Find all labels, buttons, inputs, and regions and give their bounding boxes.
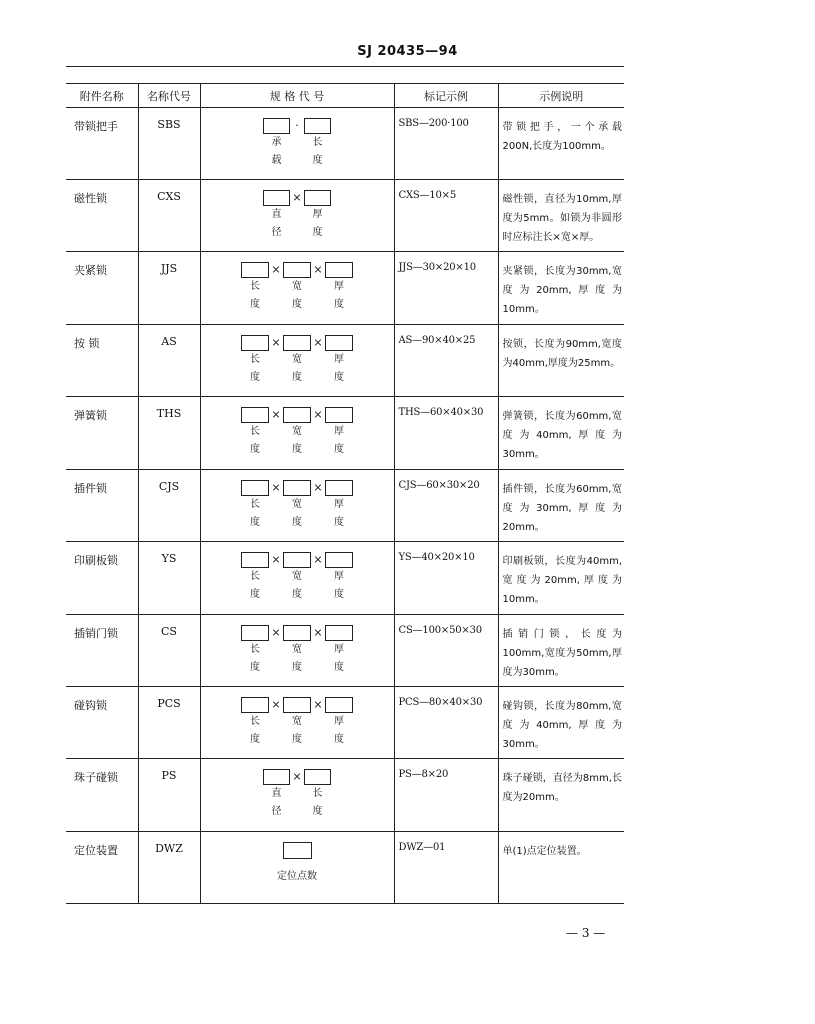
field-label: 度 <box>292 734 302 745</box>
field-label: 厚 <box>334 354 344 365</box>
field-label: 宽 <box>292 426 302 437</box>
spec-field <box>325 625 353 677</box>
field-box <box>325 407 353 423</box>
col-header-code: 名称代号 <box>138 84 200 108</box>
field-label: 度 <box>334 372 344 383</box>
accessory-code: YS <box>138 542 200 615</box>
field-separator: × <box>292 191 302 204</box>
marking-example: AS—90×40×25 <box>394 325 498 397</box>
marking-example: YS—40×20×10 <box>394 542 498 615</box>
spec-field <box>283 480 311 532</box>
spec-field <box>304 769 331 821</box>
field-label: 度 <box>334 517 344 528</box>
field-label: 度 <box>334 734 344 745</box>
field-separator: × <box>313 408 323 421</box>
example-description: 珠子碰锁，直径为8mm,长度为20mm。 <box>498 759 624 832</box>
field-separator: × <box>292 770 302 783</box>
field-label: 度 <box>250 299 260 310</box>
field-box <box>283 407 311 423</box>
field-label: 度 <box>250 372 260 383</box>
accessory-code: DWZ <box>138 832 200 904</box>
spec-code-diagram <box>200 252 394 325</box>
field-label: 度 <box>292 299 302 310</box>
field-label: 径 <box>271 227 282 238</box>
field-separator: · <box>295 119 299 132</box>
field-label: 宽 <box>292 499 302 510</box>
field-separator: × <box>271 626 281 639</box>
field-label: 度 <box>250 444 260 455</box>
marking-example: CXS—10×5 <box>394 180 498 252</box>
spec-field <box>325 480 353 532</box>
spec-code-diagram <box>200 687 394 759</box>
field-label: 厚 <box>312 209 323 220</box>
spec-field <box>201 842 394 882</box>
spec-field <box>241 262 269 314</box>
field-label: 厚 <box>334 426 344 437</box>
example-description: 碰钩锁，长度为80mm,宽度为40mm,厚度为30mm。 <box>498 687 624 759</box>
table-row <box>66 108 624 180</box>
field-box <box>283 262 311 278</box>
field-label: 宽 <box>292 716 302 727</box>
field-separator: × <box>271 481 281 494</box>
field-box <box>283 480 311 496</box>
spec-field <box>283 625 311 677</box>
field-label: 宽 <box>292 281 302 292</box>
table-row <box>66 832 624 904</box>
spec-field-group <box>201 625 394 677</box>
field-label: 度 <box>334 444 344 455</box>
accessory-code: AS <box>138 325 200 397</box>
field-label: 长 <box>312 788 323 799</box>
field-label: 定位点数 <box>277 871 317 882</box>
field-label: 度 <box>292 589 302 600</box>
accessory-spec-table <box>66 83 624 904</box>
field-separator: × <box>313 698 323 711</box>
marking-example: PS—8×20 <box>394 759 498 832</box>
accessory-code: SBS <box>138 108 200 180</box>
spec-code-diagram <box>200 470 394 542</box>
field-box <box>241 480 269 496</box>
marking-example: CS—100×50×30 <box>394 615 498 687</box>
spec-field <box>283 262 311 314</box>
col-header-spec: 规 格 代 号 <box>200 84 394 108</box>
example-description: 夹紧锁，长度为30mm,宽度为20mm,厚度为10mm。 <box>498 252 624 325</box>
spec-field <box>325 262 353 314</box>
marking-example: JJS—30×20×10 <box>394 252 498 325</box>
field-label: 度 <box>292 517 302 528</box>
field-label: 度 <box>292 444 302 455</box>
accessory-code: CS <box>138 615 200 687</box>
table-row <box>66 542 624 615</box>
spec-field <box>263 118 290 170</box>
field-box <box>325 697 353 713</box>
field-separator: × <box>271 698 281 711</box>
field-box <box>283 697 311 713</box>
field-box <box>241 625 269 641</box>
field-label: 长 <box>250 571 260 582</box>
col-header-note: 示例说明 <box>498 84 624 108</box>
field-box <box>304 769 331 785</box>
table-row <box>66 180 624 252</box>
field-box <box>241 407 269 423</box>
spec-code-diagram <box>200 397 394 470</box>
spec-field <box>304 190 331 242</box>
spec-field <box>241 407 269 459</box>
example-description: 插销门锁，长度为100mm,宽度为50mm,厚度为30mm。 <box>498 615 624 687</box>
accessory-name: 插销门锁 <box>66 615 138 687</box>
field-label: 度 <box>334 662 344 673</box>
field-box <box>325 625 353 641</box>
example-description: 按锁，长度为90mm,宽度为40mm,厚度为25mm。 <box>498 325 624 397</box>
accessory-name: 弹簧锁 <box>66 397 138 470</box>
field-box <box>325 262 353 278</box>
spec-field <box>283 552 311 604</box>
field-label: 度 <box>250 589 260 600</box>
field-separator: × <box>313 336 323 349</box>
field-label: 度 <box>250 662 260 673</box>
accessory-code: CJS <box>138 470 200 542</box>
field-separator: × <box>313 263 323 276</box>
accessory-name: 碰钩锁 <box>66 687 138 759</box>
field-label: 直 <box>271 209 282 220</box>
field-box <box>283 625 311 641</box>
field-label: 度 <box>292 372 302 383</box>
field-box <box>325 335 353 351</box>
field-box <box>263 118 290 134</box>
spec-field <box>304 118 331 170</box>
spec-field-group <box>201 335 394 387</box>
page-number: — 3 — <box>566 926 606 940</box>
field-separator: × <box>271 408 281 421</box>
header-rule <box>66 66 624 67</box>
field-box <box>263 769 290 785</box>
spec-field-group <box>201 697 394 749</box>
spec-field <box>241 335 269 387</box>
field-label: 度 <box>292 662 302 673</box>
spec-field <box>283 335 311 387</box>
marking-example: DWZ—01 <box>394 832 498 904</box>
accessory-code: JJS <box>138 252 200 325</box>
spec-field-group <box>201 262 394 314</box>
field-box <box>241 552 269 568</box>
marking-example: THS—60×40×30 <box>394 397 498 470</box>
table-header-row <box>66 84 624 108</box>
table-row <box>66 470 624 542</box>
field-separator: × <box>271 553 281 566</box>
table-row <box>66 252 624 325</box>
table-row <box>66 325 624 397</box>
spec-field-group <box>201 118 394 170</box>
field-label: 长 <box>250 716 260 727</box>
field-label: 度 <box>250 517 260 528</box>
spec-field <box>241 697 269 749</box>
field-box <box>304 118 331 134</box>
spec-field <box>325 335 353 387</box>
table-row <box>66 615 624 687</box>
accessory-name: 按 锁 <box>66 325 138 397</box>
spec-field-group <box>201 407 394 459</box>
field-box <box>263 190 290 206</box>
field-label: 承 <box>271 137 282 148</box>
field-separator: × <box>313 553 323 566</box>
field-box <box>283 842 312 859</box>
field-label: 厚 <box>334 281 344 292</box>
field-separator: × <box>271 336 281 349</box>
accessory-name: 夹紧锁 <box>66 252 138 325</box>
field-box <box>325 552 353 568</box>
spec-field-group <box>201 190 394 242</box>
example-description: 带锁把手，一个承载200N,长度为100mm。 <box>498 108 624 180</box>
field-label: 厚 <box>334 644 344 655</box>
field-box <box>241 697 269 713</box>
field-separator: × <box>313 626 323 639</box>
spec-field-group <box>201 480 394 532</box>
field-label: 长 <box>312 137 323 148</box>
table-row <box>66 397 624 470</box>
accessory-code: PCS <box>138 687 200 759</box>
spec-code-diagram <box>200 832 394 904</box>
field-box <box>241 262 269 278</box>
field-box <box>283 552 311 568</box>
example-description: 单(1)点定位装置。 <box>498 832 624 904</box>
marking-example: PCS—80×40×30 <box>394 687 498 759</box>
accessory-name: 珠子碰锁 <box>66 759 138 832</box>
field-label: 长 <box>250 281 260 292</box>
spec-field <box>325 407 353 459</box>
accessory-name: 印刷板锁 <box>66 542 138 615</box>
marking-example: CJS—60×30×20 <box>394 470 498 542</box>
spec-code-diagram <box>200 615 394 687</box>
field-box <box>304 190 331 206</box>
field-separator: × <box>271 263 281 276</box>
field-label: 宽 <box>292 644 302 655</box>
spec-field-group <box>201 769 394 821</box>
spec-field <box>263 190 290 242</box>
field-label: 长 <box>250 499 260 510</box>
field-label: 宽 <box>292 571 302 582</box>
table-row <box>66 759 624 832</box>
example-description: 插件锁，长度为60mm,宽度为30mm,厚度为20mm。 <box>498 470 624 542</box>
field-box <box>283 335 311 351</box>
table-row <box>66 687 624 759</box>
accessory-name: 插件锁 <box>66 470 138 542</box>
spec-field-group <box>201 552 394 604</box>
example-description: 印刷板锁，长度为40mm,宽度为20mm,厚度为10mm。 <box>498 542 624 615</box>
accessory-name: 带锁把手 <box>66 108 138 180</box>
field-label: 长 <box>250 354 260 365</box>
spec-field <box>283 697 311 749</box>
field-label: 度 <box>250 734 260 745</box>
field-label: 长 <box>250 426 260 437</box>
spec-code-diagram <box>200 108 394 180</box>
field-box <box>241 335 269 351</box>
field-label: 厚 <box>334 499 344 510</box>
field-label: 载 <box>271 155 282 166</box>
field-label: 厚 <box>334 571 344 582</box>
example-description: 磁性锁，直径为10mm,厚度为5mm。如锁为非圆形时应标注长×宽×厚。 <box>498 180 624 252</box>
spec-code-diagram <box>200 542 394 615</box>
accessory-code: CXS <box>138 180 200 252</box>
example-description: 弹簧锁，长度为60mm,宽度为40mm,厚度为30mm。 <box>498 397 624 470</box>
marking-example: SBS—200·100 <box>394 108 498 180</box>
spec-field <box>241 480 269 532</box>
field-label: 度 <box>312 806 323 817</box>
field-label: 度 <box>334 589 344 600</box>
field-label: 度 <box>312 227 323 238</box>
accessory-name: 磁性锁 <box>66 180 138 252</box>
field-label: 宽 <box>292 354 302 365</box>
accessory-name: 定位装置 <box>66 832 138 904</box>
col-header-example: 标记示例 <box>394 84 498 108</box>
field-label: 直 <box>271 788 282 799</box>
spec-field <box>325 697 353 749</box>
field-label: 度 <box>334 299 344 310</box>
field-label: 长 <box>250 644 260 655</box>
accessory-code: PS <box>138 759 200 832</box>
field-label: 度 <box>312 155 323 166</box>
spec-field <box>283 407 311 459</box>
field-label: 厚 <box>334 716 344 727</box>
field-label: 径 <box>271 806 282 817</box>
spec-code-diagram <box>200 759 394 832</box>
spec-code-diagram <box>200 325 394 397</box>
spec-field <box>263 769 290 821</box>
spec-field <box>241 625 269 677</box>
document-code-header: SJ 20435—94 <box>357 44 458 59</box>
spec-code-diagram <box>200 180 394 252</box>
field-box <box>325 480 353 496</box>
field-separator: × <box>313 481 323 494</box>
spec-field <box>325 552 353 604</box>
col-header-name: 附件名称 <box>66 84 138 108</box>
spec-field <box>241 552 269 604</box>
accessory-code: THS <box>138 397 200 470</box>
